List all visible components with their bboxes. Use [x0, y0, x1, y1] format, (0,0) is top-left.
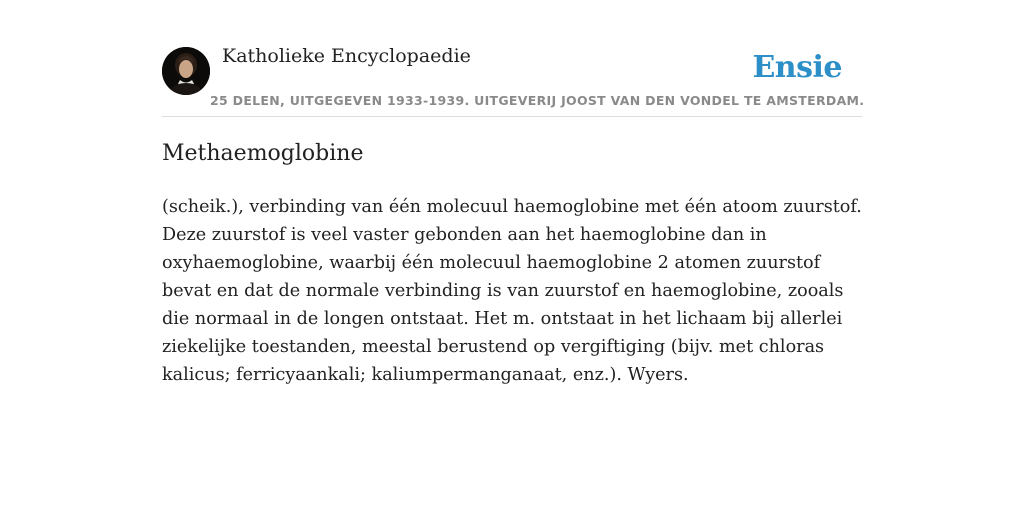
source-avatar[interactable]	[162, 47, 210, 95]
page	[162, 0, 865, 385]
source-header	[162, 0, 865, 117]
source-subtitle: 25 DELEN, UITGEGEVEN 1933-1939. UITGEVERIJ JOOST VAN DEN VONDEL TE AMSTERDAM.	[210, 93, 865, 108]
entry-body: (scheik.), verbinding van één molecuul haemoglobine met één atoom zuurstof. Deze zuurstof is veel vaster gebonden aan het haemoglobine dan in oxyhaemoglobine, waarbij één molecuul haemoglobine 2 atomen zuurstof bevat en dat de normale verbinding is van zuurstof en haemoglobine, zooals die normaal in de longen ontstaat. Het m. ontstaat in het lichaam bij allerlei ziekelijke toestanden, meestal berustend op vergiftiging (bijv. met chloras kalicus; ferricyaankali; kaliumpermanganaat, enz.). Wyers.	[162, 197, 862, 385]
portrait-icon	[162, 47, 210, 95]
source-title[interactable]: Katholieke Encyclopaedie	[222, 45, 471, 67]
brand-logo-link[interactable]: Ensie	[752, 50, 842, 85]
entry-title: Methaemoglobine	[162, 141, 364, 166]
